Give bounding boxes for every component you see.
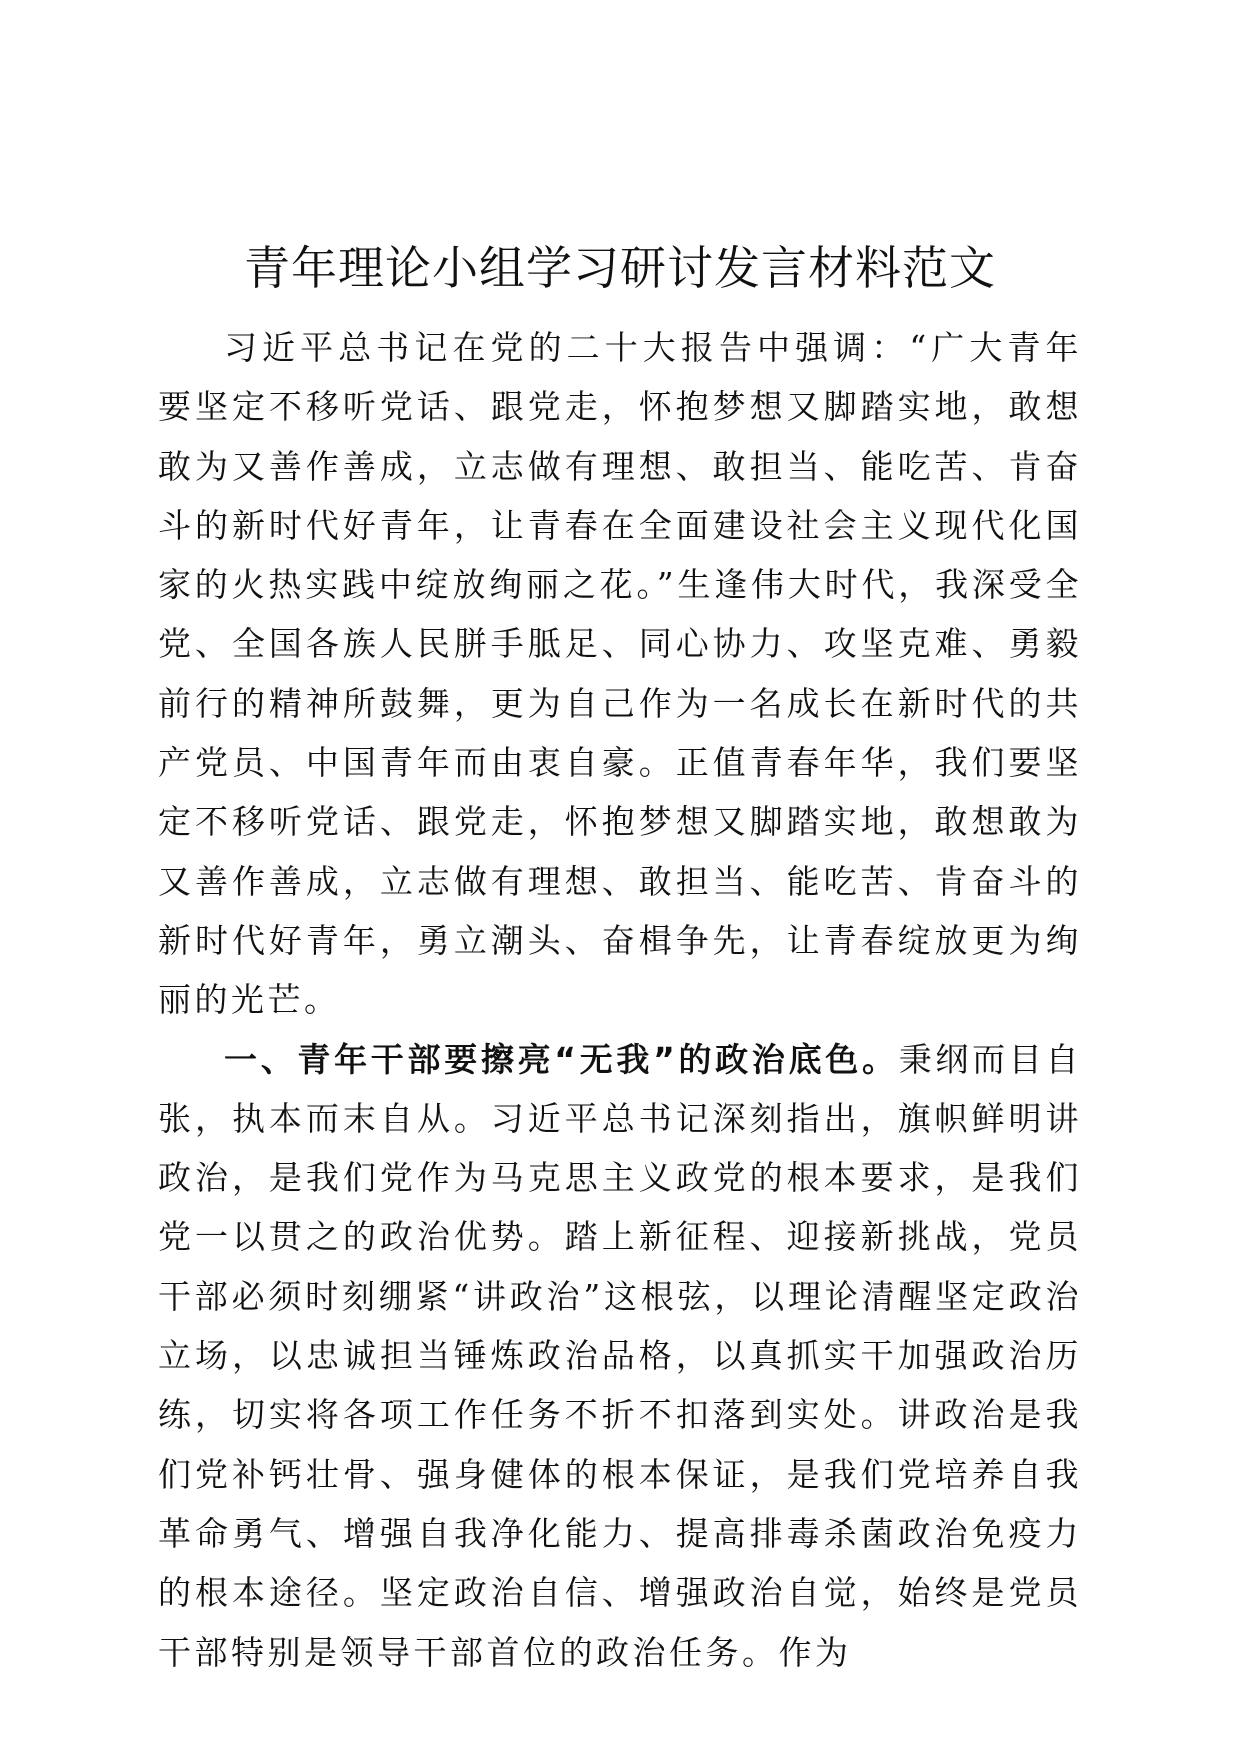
section-1-paragraph [158, 1030, 1082, 1682]
section-1-text: 秉纲而目自张，执本而末自从。习近平总书记深刻指出，旗帜鲜明讲政治，是我们党作为马克思主义政党的根本要求，是我们党一以贯之的政治优势。踏上新征程、迎接新挑战，党员干部必须时刻绷紧“讲政治”这根弦，以理论清醒坚定政治立场，以忠诚担当锤炼政治品格，以真抓实干加强政治历练，切实将各项工作任务不折不扣落到实处。讲政治是我们党补钙壮骨、强身健体的根本保证，是我们党培养自我革命勇气、增强自我净化能力、提高排毒杀菌政治免疫力的根本途径。坚定政治自信、增强政治自觉，始终是党员干部特别是领导干部首位的政治任务。作为 [158, 1039, 1082, 1672]
intro-paragraph: 习近平总书记在党的二十大报告中强调：“广大青年要坚定不移听党话、跟党走，怀抱梦想又脚踏实地，敢想敢为又善作善成，立志做有理想、敢担当、能吃苦、肯奋斗的新时代好青年，让青春在全面建设社会主义现代化国家的火热实践中绽放绚丽之花。”生逢伟大时代，我深受全党、全国各族人民胼手胝足、同心协力、攻坚克难、勇毅前行的精神所鼓舞，更为自己作为一名成长在新时代的共产党员、中国青年而由衷自豪。正值青春年华，我们要坚定不移听党话、跟党走，怀抱梦想又脚踏实地，敢想敢为又善作善成，立志做有理想、敢担当、能吃苦、肯奋斗的新时代好青年，勇立潮头、奋楫争先，让青春绽放更为绚丽的光芒。 [158, 328, 1082, 1020]
document-title: 青年理论小组学习研讨发言材料范文 [244, 241, 996, 295]
document-body [158, 318, 1082, 1682]
section-1-heading: 一、青年干部要擦亮“无我”的政治底色。 [224, 1039, 899, 1079]
